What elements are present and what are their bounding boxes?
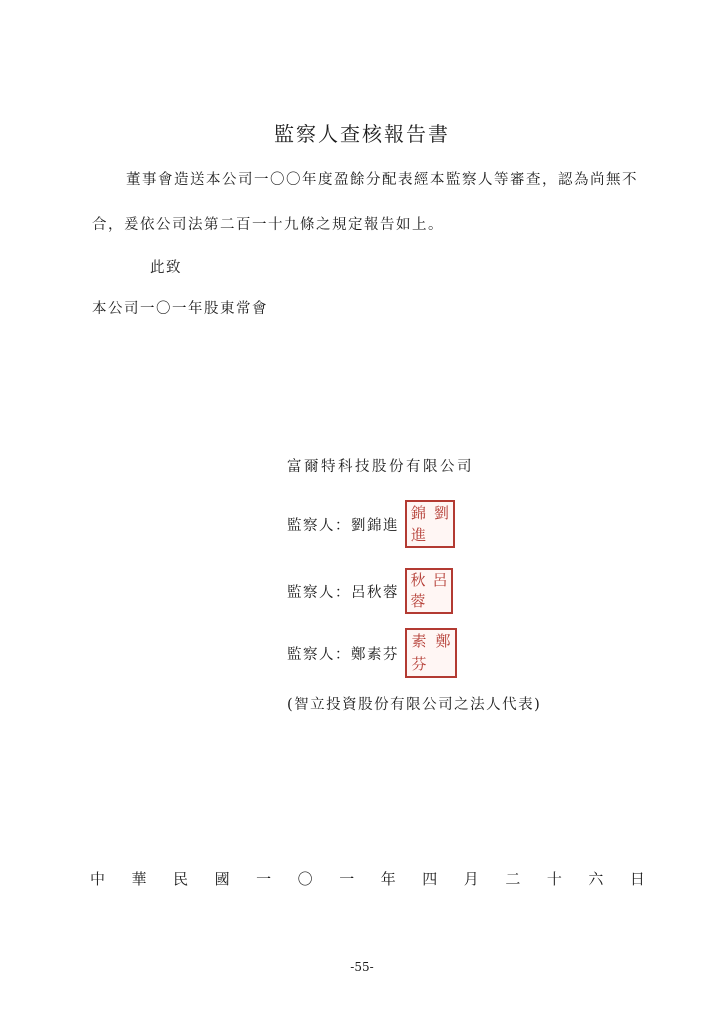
recipient: 本公司一〇一年股東常會 — [92, 301, 268, 317]
date-char: 一 — [339, 870, 355, 888]
supervisor-signature-3 — [287, 628, 457, 678]
date-char: 〇 — [297, 870, 313, 888]
company-name: 富爾特科技股份有限公司 — [287, 459, 474, 475]
body-paragraph: 董事會造送本公司一〇〇年度盈餘分配表經本監察人等審查，認為尚無不合，爰依公司法第二百一十九條之規定報告如上。 — [92, 172, 638, 233]
seal-char — [429, 591, 451, 612]
seal-stamp-icon — [405, 628, 457, 678]
page-number: -55- — [350, 960, 374, 974]
date-char: 六 — [588, 870, 604, 888]
date-char: 華 — [131, 870, 147, 888]
seal-char: 芬 — [411, 655, 427, 673]
date-char: 四 — [422, 870, 438, 888]
date-char: 十 — [546, 870, 562, 888]
seal-char: 鄭 — [435, 632, 451, 650]
date-char: 二 — [505, 870, 521, 888]
document-date — [90, 868, 645, 889]
seal-char: 呂 — [432, 571, 448, 589]
date-char: 月 — [463, 870, 479, 888]
seal-char — [431, 653, 455, 676]
seal-stamp-icon — [405, 500, 455, 548]
seal-char: 素 — [411, 632, 427, 650]
date-char: 中 — [90, 870, 106, 888]
supervisor-signature-1 — [287, 500, 455, 548]
date-char: 國 — [214, 870, 230, 888]
date-char: 民 — [173, 870, 189, 888]
salutation: 此致 — [150, 260, 182, 276]
supervisor-label: 監察人：劉錦進 — [287, 517, 399, 534]
date-char: 一 — [256, 870, 272, 888]
date-char: 日 — [629, 870, 645, 888]
date-char: 年 — [380, 870, 396, 888]
supervisor-label: 監察人：鄭素芬 — [287, 646, 399, 663]
seal-char: 進 — [410, 525, 426, 544]
document-title: 監察人查核報告書 — [274, 122, 450, 146]
supervisor-label: 監察人：呂秋蓉 — [287, 584, 399, 601]
seal-char: 蓉 — [410, 592, 426, 610]
representative-note: (智立投資股份有限公司之法人代表) — [287, 697, 542, 713]
supervisor-signature-2 — [287, 568, 453, 614]
seal-char — [430, 524, 453, 546]
seal-stamp-icon — [405, 568, 453, 614]
seal-char: 秋 — [410, 571, 426, 589]
seal-char: 錦 — [410, 503, 426, 522]
seal-char: 劉 — [433, 503, 449, 522]
